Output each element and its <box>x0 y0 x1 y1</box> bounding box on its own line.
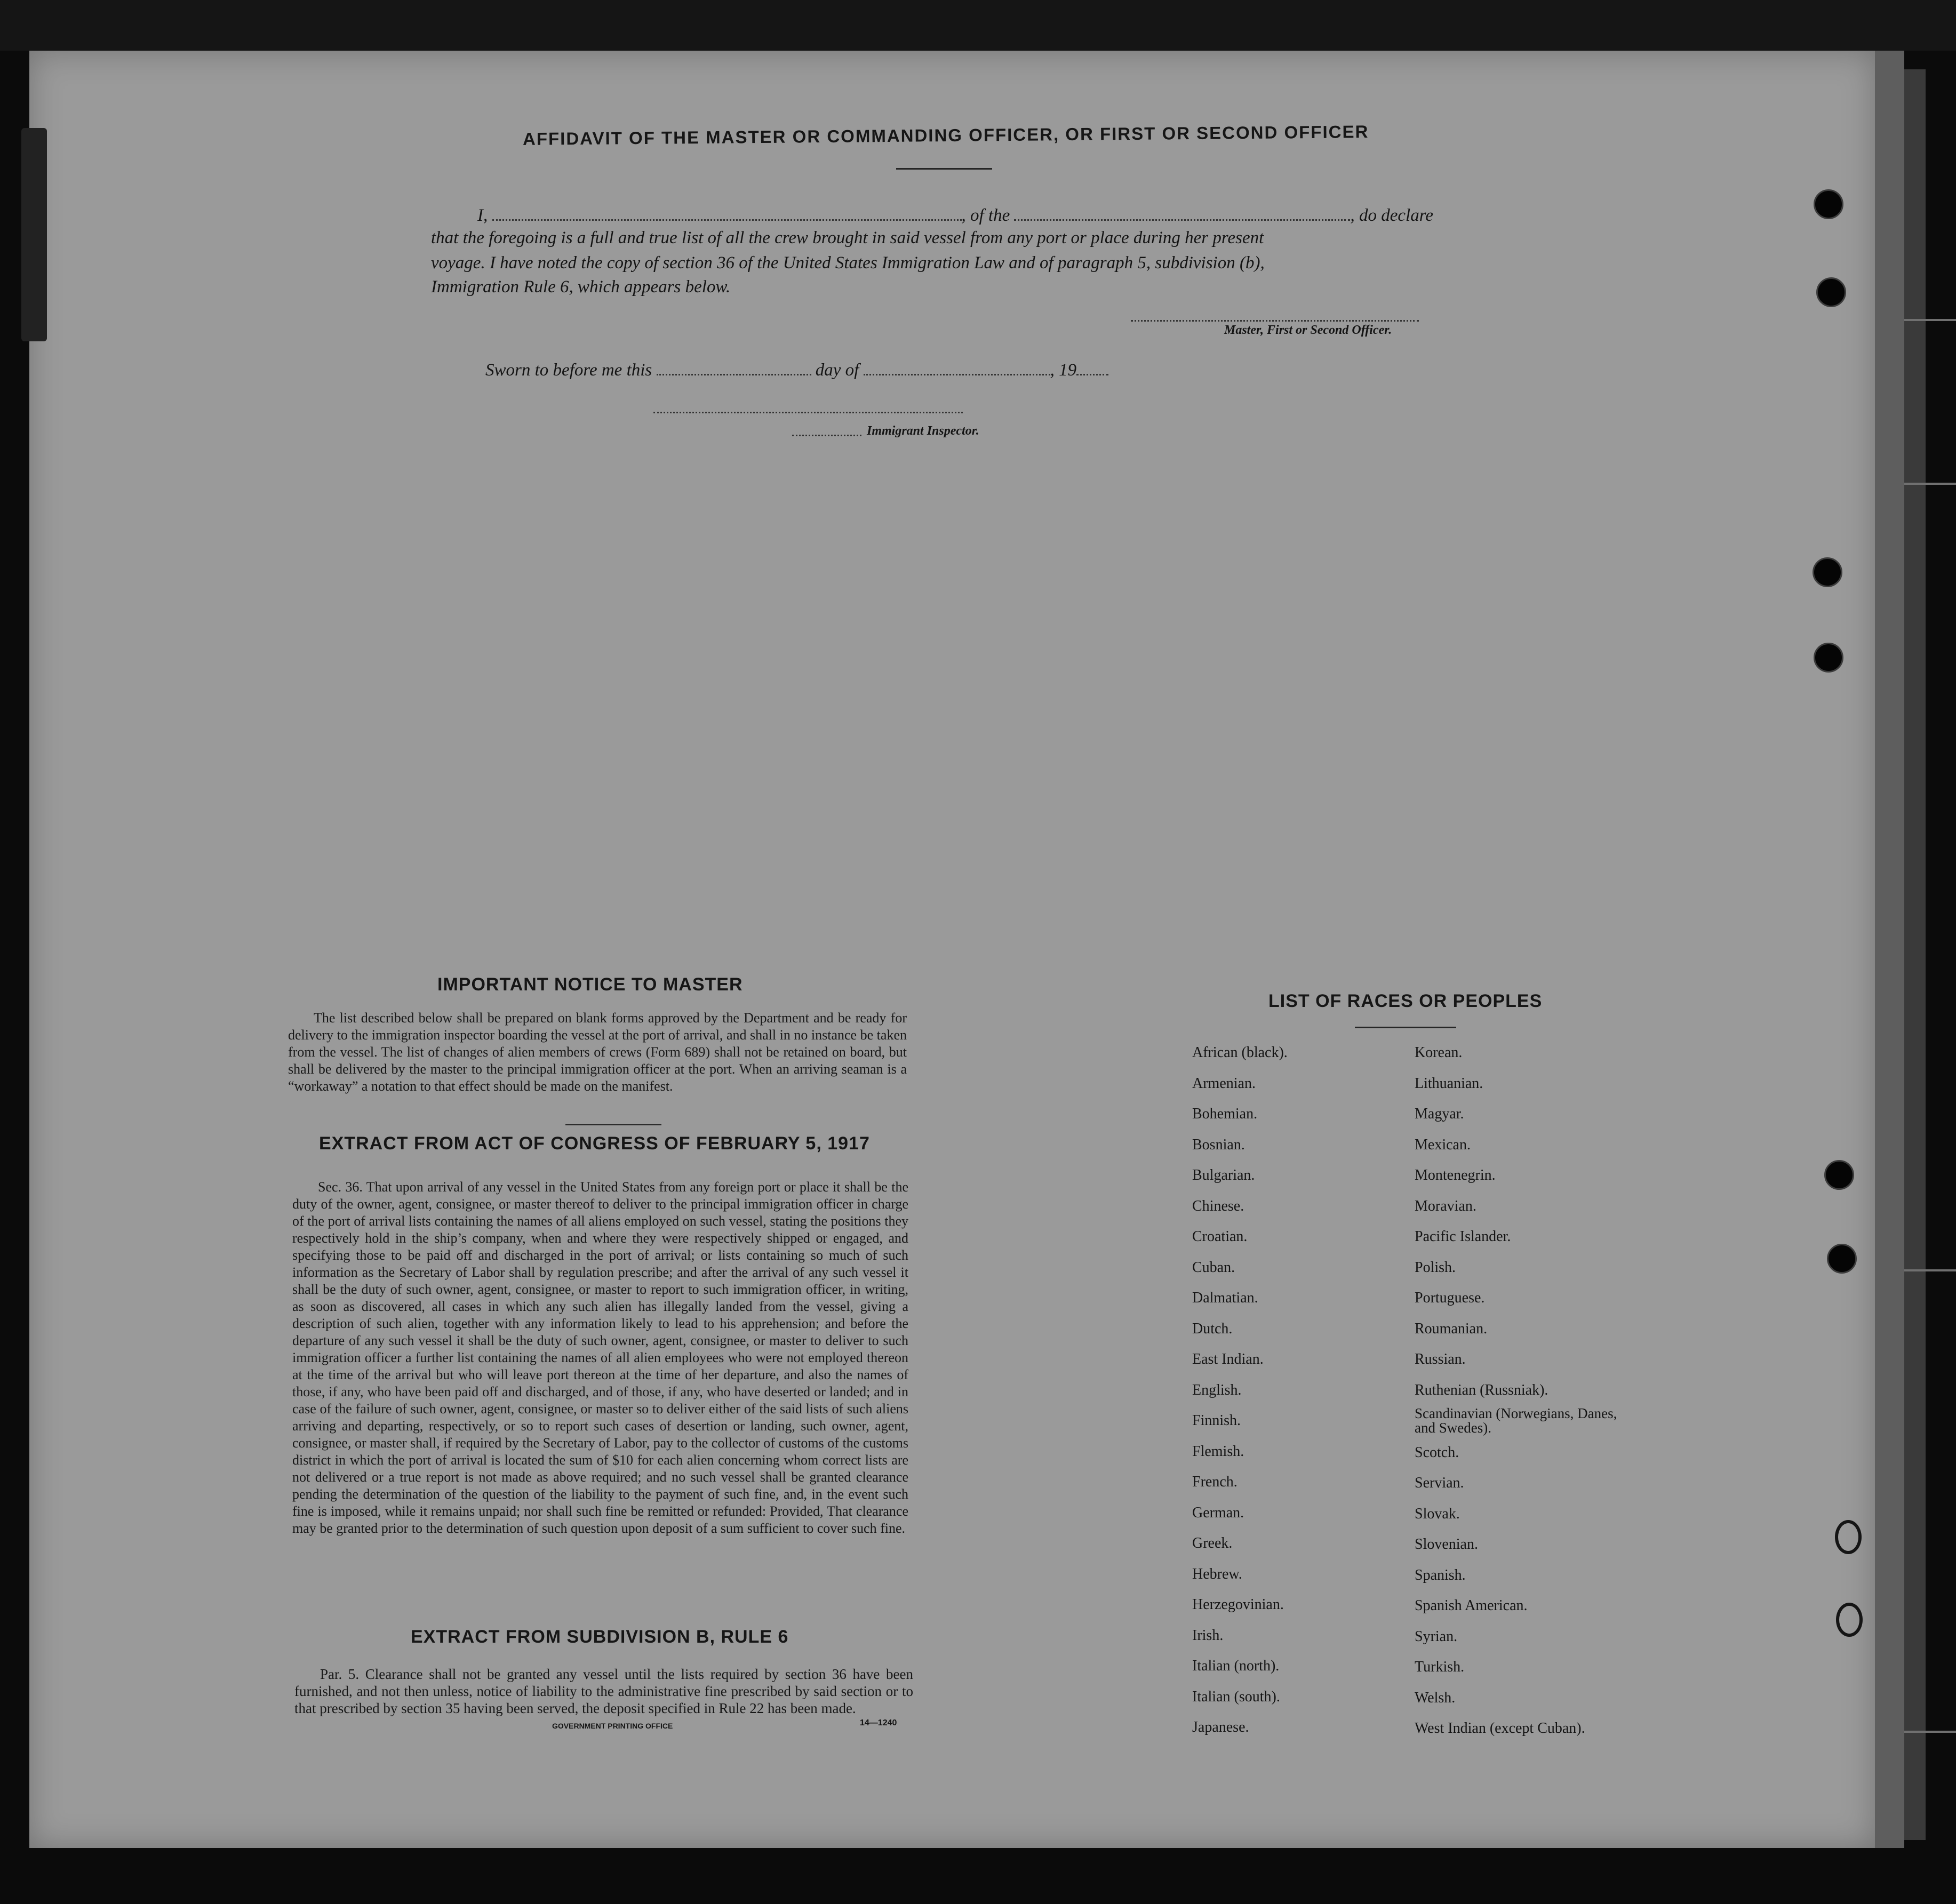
race-item: Spanish American. <box>1415 1597 1528 1614</box>
affidavit-line1 <box>477 205 1433 226</box>
punch-hole <box>1827 1244 1857 1274</box>
race-item: Slovenian. <box>1415 1536 1478 1553</box>
ruled-line <box>1904 319 1956 321</box>
race-item: Roumanian. <box>1415 1320 1488 1337</box>
race-item: Mexican. <box>1415 1136 1471 1153</box>
punch-hole <box>1824 1160 1854 1190</box>
race-item: Welsh. <box>1415 1689 1456 1706</box>
ruled-line <box>1904 1269 1956 1271</box>
act-extract-text: Sec. 36. That upon arrival of any vessel in the United States from any foreign port or place it shall be the duty of the owner, agent, consignee, or master thereof to deliver to the principal immigration officer in charge of the port of arrival lists containing the names of all aliens employed on such vessel, stating the positions they respectively hold in the ship’s company, when and where they were respectively shipped or engaged, and specifying those to be paid off and discharged in the port of arrival; or lists containing so much of such information as the Secretary of Labor shall by regulation prescribe; and after the arrival of any such vessel it shall be the duty of such owner, agent, consignee, or master to report to such immigration officer, in writing, as soon as discovered, all cases in which any such alien has illegally landed from the vessel, giving a description of such alien, together with any information likely to lead to his apprehension; and before the departure of any such vessel it shall be the duty of such owner, agent, consignee, or master to deliver to such immigration officer a further list containing the names of all alien employees who were not employed thereon at the time of the arrival but who will leave port thereon at the time of her departure, and also the names of those, if any, who have been paid off and discharged, and of those, if any, who have deserted or landed; and in case of the failure of such owner, agent, consignee, or master so to deliver either of the said lists of such aliens arriving and departing, respectively, or so to report such cases of desertion or landing, such owner, agent, consignee, or master shall, if required by the Secretary of Labor, pay to the collector of customs of the customs district in which the port of arrival is located the sum of $10 for each alien concerning whom correct lists are not delivered or a true report is not made as above required; and no such vessel shall be granted clearance pending the determination of the question of the liability to the payment of such fine, and, in the event such fine is imposed, while it remains unpaid; nor shall such fine be remitted or refunded: Provided, That clearance may be granted prior to the determination of such question upon deposit of a sum sufficient to cover such fine. <box>292 1179 908 1536</box>
race-item: Portuguese. <box>1415 1290 1485 1306</box>
race-item: Lithuanian. <box>1415 1075 1483 1092</box>
inspector-signature-line <box>653 412 963 413</box>
title-rule <box>896 168 992 170</box>
races-title: LIST OF RACES OR PEOPLES <box>1268 991 1543 1011</box>
affidavit-line4: Immigration Rule 6, which appears below. <box>431 277 731 297</box>
race-item: Magyar. <box>1415 1106 1464 1122</box>
race-item: Irish. <box>1192 1627 1224 1644</box>
race-item: Spanish. <box>1415 1566 1466 1583</box>
race-item: Scotch. <box>1415 1444 1459 1461</box>
race-item: Turkish. <box>1415 1659 1465 1675</box>
binder-ring-hole <box>1836 1603 1863 1637</box>
affidavit-line1-mid: , of the <box>961 206 1010 225</box>
race-item: Moravian. <box>1415 1197 1476 1214</box>
ruled-line <box>1904 483 1956 485</box>
name-blank <box>492 205 962 221</box>
races-right-column <box>1415 1037 1623 1744</box>
race-item: Japanese. <box>1192 1719 1249 1735</box>
sworn-mid: day of <box>815 361 859 380</box>
printer-imprint: GOVERNMENT PRINTING OFFICE <box>552 1722 673 1730</box>
race-item: East Indian. <box>1192 1351 1264 1367</box>
race-item: African (black). <box>1192 1044 1288 1061</box>
inspector-label: Immigrant Inspector. <box>867 424 979 438</box>
month-blank <box>864 360 1050 375</box>
page-edge-shadow <box>1875 51 1904 1848</box>
race-item: English. <box>1192 1381 1242 1398</box>
punch-hole <box>1813 557 1842 587</box>
signature-label: Master, First or Second Officer. <box>1224 323 1392 337</box>
race-item: Scandinavian (Norwegians, Danes, and Swedes). <box>1415 1405 1617 1436</box>
race-item: Herzegovinian. <box>1192 1596 1284 1613</box>
race-item: Croatian. <box>1192 1228 1248 1245</box>
inspector-dots <box>792 435 861 436</box>
punch-hole <box>1816 277 1846 307</box>
notice-text: The list described below shall be prepared on blank forms approved by the Department and be ready for delivery to the immigration inspector boarding the vessel at the port of arrival, and shall in no instance be taken from the vessel. The list of changes of alien members of crews (Form 689) shall not be retained on board, but shall be delivered by the master to the principal immigration officer at the port. When an arriving seaman is a “workaway” a notation to that effect should be made on the manifest. <box>288 1010 907 1094</box>
form-code: 14—1240 <box>860 1718 897 1727</box>
punch-hole <box>1814 189 1843 219</box>
race-item: Pacific Islander. <box>1415 1228 1511 1245</box>
page-curl <box>21 128 47 341</box>
race-item: Servian. <box>1415 1475 1464 1491</box>
race-item: Korean. <box>1415 1044 1463 1061</box>
punch-hole <box>1814 643 1843 673</box>
affidavit-line1-suffix: , do declare <box>1350 206 1433 225</box>
vessel-blank <box>1014 205 1350 221</box>
races-rule <box>1355 1027 1456 1028</box>
race-item: Italian (north). <box>1192 1658 1280 1674</box>
race-item: Polish. <box>1415 1259 1456 1276</box>
race-item: Syrian. <box>1415 1628 1458 1645</box>
race-item: Russian. <box>1415 1351 1466 1367</box>
race-item: Cuban. <box>1192 1259 1235 1276</box>
underlying-page-edge <box>1904 69 1926 1840</box>
affidavit-line1-prefix: I, <box>477 206 488 225</box>
sworn-prefix: Sworn to before me this <box>485 361 652 380</box>
race-item: Flemish. <box>1192 1443 1244 1460</box>
rule-extract-title: EXTRACT FROM SUBDIVISION B, RULE 6 <box>411 1627 789 1647</box>
race-item: Dutch. <box>1192 1320 1233 1337</box>
race-item: Ruthenian (Russniak). <box>1415 1381 1548 1398</box>
race-item: Bulgarian. <box>1192 1167 1255 1183</box>
sworn-line <box>485 360 1108 380</box>
affidavit-line3: voyage. I have noted the copy of section 36 of the United States Immigration Law and of paragraph 5, subdivision (b), <box>431 253 1265 273</box>
scan-border-top <box>0 0 1956 51</box>
affidavit-line2: that the foregoing is a full and true list of all the crew brought in said vessel from any port or place during her present <box>431 228 1264 247</box>
race-item: Armenian. <box>1192 1075 1256 1092</box>
race-item: Slovak. <box>1415 1505 1460 1522</box>
day-blank <box>657 360 811 375</box>
race-item: Greek. <box>1192 1535 1233 1551</box>
sworn-year: , 19 <box>1050 361 1077 380</box>
affidavit-title: AFFIDAVIT OF THE MASTER OR COMMANDING OFFICER, OR FIRST OR SECOND OFFICER <box>522 122 1369 149</box>
act-extract-title: EXTRACT FROM ACT OF CONGRESS OF FEBRUARY 5, 1917 <box>319 1133 870 1154</box>
rule-extract-text: Par. 5. Clearance shall not be granted any vessel until the lists required by section 36 have been furnished, and not then unless, notice of liability to the administrative fine prescribed by said section or to that prescribed by section 35 having been served, the deposit specified in Rule 22 has been made. <box>294 1666 913 1716</box>
year-blank <box>1076 360 1108 375</box>
notice-rule <box>565 1124 661 1125</box>
binder-ring-hole <box>1835 1520 1862 1554</box>
race-item: Bohemian. <box>1192 1106 1258 1122</box>
race-item: Italian (south). <box>1192 1688 1280 1705</box>
race-item: Finnish. <box>1192 1412 1241 1429</box>
race-item: West Indian (except Cuban). <box>1415 1720 1585 1737</box>
ruled-line <box>1904 1731 1956 1733</box>
race-item: Hebrew. <box>1192 1565 1242 1582</box>
race-item: Chinese. <box>1192 1197 1244 1214</box>
races-left-column <box>1192 1037 1288 1743</box>
race-item: Bosnian. <box>1192 1136 1245 1153</box>
signature-line <box>1131 320 1419 322</box>
notice-title: IMPORTANT NOTICE TO MASTER <box>437 974 743 995</box>
race-item: Dalmatian. <box>1192 1290 1258 1306</box>
race-item: German. <box>1192 1504 1244 1521</box>
race-item: French. <box>1192 1474 1238 1490</box>
race-item: Montenegrin. <box>1415 1167 1496 1183</box>
